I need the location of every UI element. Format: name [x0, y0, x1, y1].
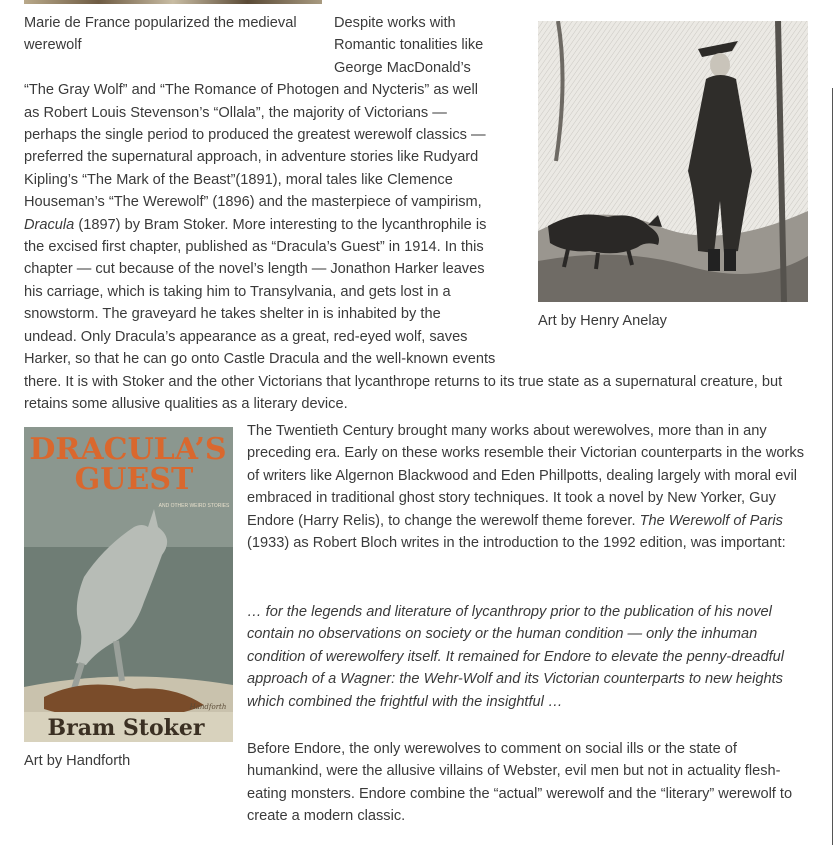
paragraph-victorian-werewolves — [24, 12, 790, 415]
paragraph-twentieth-century — [247, 420, 812, 554]
cover-title-line2: GUEST — [74, 462, 194, 497]
top-image-strip — [24, 0, 322, 4]
werewolf-of-paris-title: The Werewolf of Paris — [639, 512, 783, 529]
dracula-title: Dracula — [24, 216, 75, 233]
paragraph-2-text: The Twentieth Century brought many works about werewolves, more than in any preceding era. Early on these works resemble their Victorian counterparts in the works of writers like Algernon Blackwood and Eden Phillpotts, dealing largely with moral evil embraced in traditional ghost story techniques. It took a novel by New Yorker, Guy Endore (Harry Relis), to change the werewolf theme forever. — [247, 423, 804, 529]
cover-subtitle: AND OTHER WEIRD STORIES — [158, 503, 230, 509]
caption-marie-de-france: Marie de France popularized the medieval werewolf — [24, 15, 297, 54]
caption-henry-anelay: Art by Henry Anelay — [538, 313, 667, 329]
cover-author: Bram Stoker — [47, 715, 205, 741]
draculas-guest-cover-art — [24, 427, 233, 742]
caption-handforth: Art by Handforth — [24, 753, 131, 769]
paragraph-1-text: Despite works with Romantic tonalities like George MacDonald’s “The Gray Wolf” and “The Romance of Photogen and Nycteris” as well as Robert Louis Stevenson’s “Ollala”, the majority of Victorians — perhaps the single period to produced the greatest werewolf classics — preferred the supernatural approach, in adventure stories like Rudyard Kipling’s “The Mark of the Beast”(1891), moral tales like Clemence Houseman’s “The Werewolf” (1896) and the masterpiece of vampirism, — [24, 15, 486, 211]
bloch-quote: … for the legends and literature of lycanthropy prior to the publication of his novel contain no observations on society or the human condition — only the inhuman condition of werewolfery itself. It remained for Endore to elevate the penny-dreadful approach of a Wagner: the Wehr-Wolf and its Victorian counterparts to new heights which combined the frightful with the insightful … — [247, 604, 785, 710]
paragraph-1-text-rest: (1897) by Bram Stoker. More interesting to the lycanthrophile is the excised first chapter, published as “Dracula’s Guest” in 1914. In this chapter — cut because of the novel’s length — Jonathon Harker leaves his carriage, which is taking him to Transylvania, and gets lost in a snowstorm. The graveyard he takes shelter in is inhabited by the undead. Only Dracula’s appearance as a great, red-eyed wolf, saves Harker, so that he can go onto Castle Dracula and the well-known events there. It is with Stoker and the other Victorians that lycanthrope returns to its true state as a supernatural creature, but retains some allusive qualities as a literary device. — [24, 216, 783, 412]
paragraph-2-text-rest: (1933) as Robert Bloch writes in the introduction to the 1992 edition, was important: — [247, 535, 786, 552]
paragraph-endore — [24, 738, 814, 828]
cover-signature: Handforth — [189, 703, 227, 711]
paragraph-3-text: Before Endore, the only werewolves to comment on social ills or the state of humankind, were the allusive villains of Webster, evil men but not in actuality flesh-eating monsters. Endore combine the “actual” werewolf and the “literary” werewolf to create a modern classic. — [247, 741, 793, 825]
cover-title-line1: DRACULA’S — [29, 432, 227, 467]
page-edge-rule — [832, 88, 833, 845]
